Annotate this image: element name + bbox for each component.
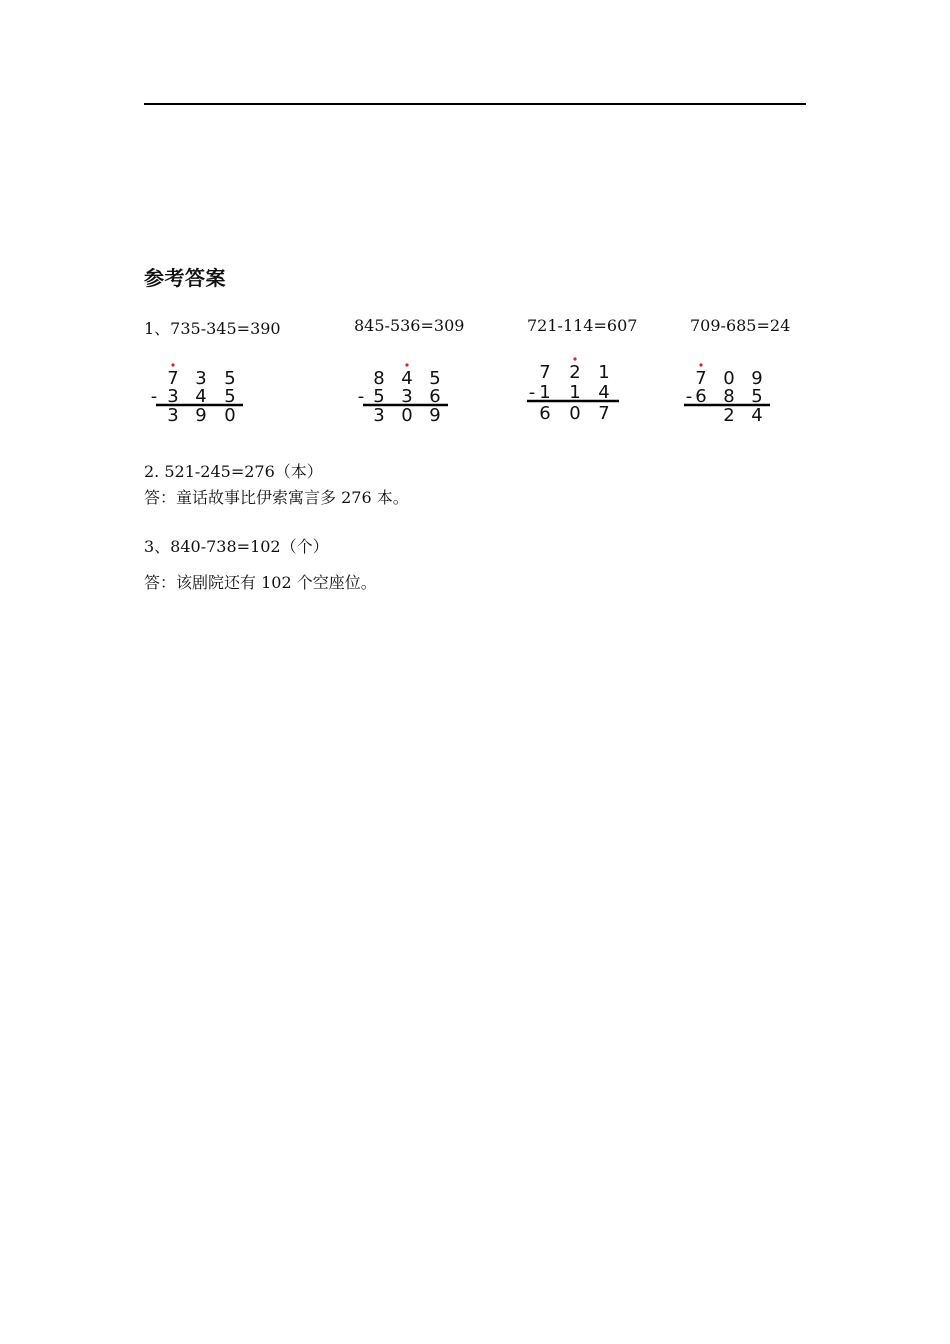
q3-answer: 答：该剧院还有 102 个空座位。 xyxy=(144,573,377,592)
digit: 4 xyxy=(401,368,413,389)
minus-sign: - xyxy=(528,382,536,403)
digit: 0 xyxy=(224,405,236,426)
digit: 4 xyxy=(751,405,763,426)
q3-equation: 3、840-738=102（个） xyxy=(144,537,329,556)
digit: 3 xyxy=(401,386,413,407)
digit: 2 xyxy=(723,405,735,426)
digit: 7 xyxy=(598,403,610,424)
q1-equation-4: 709-685=24 xyxy=(690,316,791,335)
digit: 3 xyxy=(167,405,179,426)
digit: 7 xyxy=(167,368,179,389)
digit: 3 xyxy=(373,405,385,426)
vertical-subtraction-4 xyxy=(682,356,822,428)
page-title: 参考答案 xyxy=(144,266,226,290)
vertical-subtraction-2 xyxy=(352,356,492,428)
minus-sign: - xyxy=(357,386,365,407)
borrow-dot xyxy=(699,363,702,366)
digit: 4 xyxy=(598,382,610,403)
q1-equation-1: 1、735-345=390 xyxy=(144,319,281,338)
digit: 3 xyxy=(167,386,179,407)
digit: 0 xyxy=(723,368,735,389)
borrow-dot xyxy=(405,363,408,366)
digit: 9 xyxy=(751,368,763,389)
digit: 5 xyxy=(429,368,441,389)
digit: 3 xyxy=(195,368,207,389)
digit: 1 xyxy=(598,362,610,383)
minus-sign: - xyxy=(685,386,693,407)
digit: 6 xyxy=(429,386,441,407)
digit: 9 xyxy=(195,405,207,426)
digit: 9 xyxy=(429,405,441,426)
digit: 0 xyxy=(401,405,413,426)
digit: 8 xyxy=(723,386,735,407)
digit: 6 xyxy=(695,386,707,407)
top-rule xyxy=(144,103,806,105)
q1-equation-2: 845-536=309 xyxy=(354,316,465,335)
digit: 1 xyxy=(569,382,581,403)
borrow-dot xyxy=(573,357,576,360)
q2-equation: 2. 521-245=276（本） xyxy=(144,462,323,481)
digit: 5 xyxy=(373,386,385,407)
q1-equation-3: 721-114=607 xyxy=(527,316,638,335)
vertical-subtraction-3 xyxy=(525,356,665,428)
digit: 1 xyxy=(539,382,551,403)
digit: 8 xyxy=(373,368,385,389)
digit: 6 xyxy=(539,403,551,424)
digit: 5 xyxy=(224,386,236,407)
digit: 0 xyxy=(569,403,581,424)
q2-answer: 答：童话故事比伊索寓言多 276 本。 xyxy=(144,488,409,507)
digit: 7 xyxy=(695,368,707,389)
digit: 5 xyxy=(224,368,236,389)
digit: 4 xyxy=(195,386,207,407)
vertical-subtraction-1 xyxy=(144,356,284,428)
minus-sign: - xyxy=(150,386,158,407)
borrow-dot xyxy=(171,363,174,366)
digit: 7 xyxy=(539,362,551,383)
digit: 2 xyxy=(569,362,581,383)
digit: 5 xyxy=(751,386,763,407)
